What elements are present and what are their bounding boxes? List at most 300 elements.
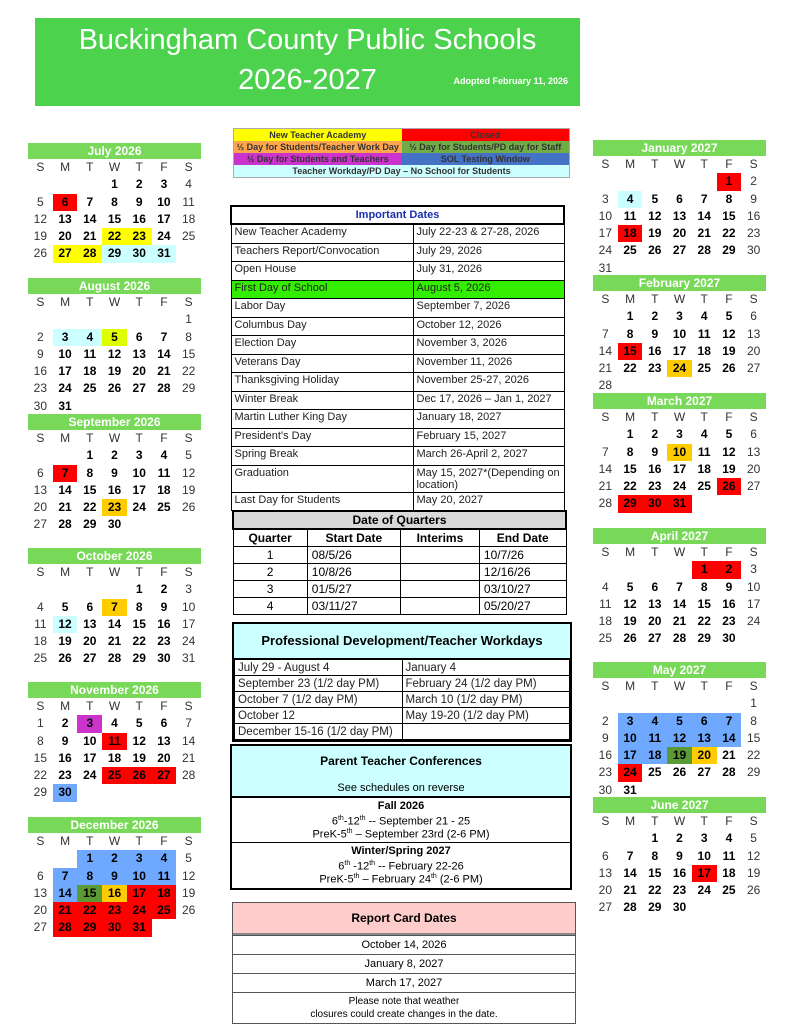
calendar-day: 11	[642, 730, 667, 747]
weather-note-line: closures could create changes in the date.	[310, 1009, 498, 1020]
weekday-label: F	[160, 565, 168, 579]
calendar-day: 16	[157, 616, 171, 631]
calendar-day: 19	[648, 226, 662, 241]
calendar-day: 25	[648, 765, 662, 780]
calendar-day: 19	[667, 747, 692, 764]
calendar-day: 25	[152, 902, 177, 919]
calendar-day: 31	[58, 398, 72, 413]
pd-title: Professional Development/Teacher Workdays	[234, 624, 570, 659]
calendar-day: 9	[676, 848, 683, 863]
month-grid	[28, 833, 201, 937]
calendar-day: 6	[692, 713, 717, 730]
calendar-day: 7	[676, 579, 683, 594]
calendar-day: 20	[746, 461, 761, 476]
weekday-label: F	[160, 431, 168, 445]
calendar-day: 19	[623, 614, 637, 629]
empty-cell	[642, 561, 667, 578]
calendar-day: 14	[157, 346, 171, 361]
event-name: Open House	[231, 262, 413, 281]
calendar-day: 17	[692, 865, 717, 882]
weekday-label: W	[673, 157, 686, 171]
calendar-day: 9	[725, 579, 733, 594]
empty-cell	[127, 311, 152, 328]
event-name: Teachers Report/Convocation	[231, 243, 413, 262]
calendar-day: 20	[598, 883, 613, 898]
weekday-label: T	[135, 295, 143, 309]
empty-cell	[667, 173, 692, 190]
parent-teacher-conferences	[230, 744, 572, 890]
calendar-day: 26	[181, 500, 196, 515]
quarter-row	[233, 581, 566, 598]
empty-cell	[102, 581, 127, 598]
calendar-day: 14	[623, 865, 637, 880]
legend-item: New Teacher Academy	[234, 129, 402, 141]
calendar-day: 10	[58, 346, 72, 361]
calendar-day: 3	[676, 427, 683, 442]
calendar-day: 17	[746, 596, 761, 611]
calendar-day: 23	[127, 228, 152, 245]
month-calendar	[28, 682, 201, 802]
weekday-label: M	[625, 814, 636, 828]
calendar-day: 30	[746, 243, 761, 258]
calendar-day: 1	[185, 312, 192, 327]
weekday-label: T	[700, 814, 708, 828]
empty-cell	[53, 581, 78, 598]
month-calendar	[593, 528, 766, 648]
calendar-day: 30	[642, 495, 667, 512]
calendar-day: 21	[181, 750, 196, 765]
pd-date: February 24 (1/2 day PM)	[402, 676, 570, 692]
weekday-label: T	[700, 545, 708, 559]
weekday-label: M	[625, 679, 636, 693]
calendar-day: 4	[700, 309, 708, 324]
calendar-day: 13	[83, 616, 97, 631]
calendar-day: 1	[86, 448, 94, 463]
calendar-day: 3	[160, 177, 168, 192]
weekday-label: W	[673, 545, 686, 559]
weekday-label: T	[135, 565, 143, 579]
calendar-day: 31	[152, 245, 177, 262]
quarter-number: 4	[233, 598, 307, 615]
calendar-day: 14	[697, 208, 711, 223]
month-grid	[593, 409, 766, 513]
calendar-day: 1	[692, 561, 717, 578]
empty-cell	[717, 695, 742, 712]
important-date-row	[231, 280, 564, 299]
weekday-label: W	[673, 292, 686, 306]
calendar-day: 7	[102, 599, 127, 616]
calendar-day: 13	[157, 733, 171, 748]
calendar-day: 7	[185, 716, 192, 731]
calendar-day: 22	[181, 364, 196, 379]
weekday-label: T	[700, 157, 708, 171]
month-title: May 2027	[593, 662, 766, 678]
calendar-day: 1	[135, 582, 143, 597]
weekday-label: S	[601, 545, 610, 559]
empty-cell	[593, 830, 618, 847]
calendar-day: 25	[697, 479, 711, 494]
calendar-day: 8	[626, 444, 634, 459]
calendar-day: 23	[672, 883, 687, 898]
calendar-day: 15	[132, 616, 146, 631]
quarters-table	[232, 510, 567, 615]
calendar-day: 15	[107, 211, 122, 226]
calendar-day: 24	[672, 479, 687, 494]
weather-note-line: Please note that weather	[348, 996, 460, 1007]
weekday-label: S	[601, 410, 610, 424]
calendar-day: 9	[111, 465, 118, 480]
event-date: November 3, 2026	[413, 336, 564, 355]
weekday-label: W	[108, 699, 121, 713]
calendar-day: 17	[672, 343, 687, 358]
calendar-day: 21	[697, 226, 711, 241]
weekday-label: S	[184, 160, 193, 174]
weekday-label: W	[673, 679, 686, 693]
weekday-label: S	[184, 431, 193, 445]
calendar-day: 18	[697, 461, 711, 476]
calendar-day: 27	[746, 479, 761, 494]
calendar-day: 25	[623, 243, 637, 258]
calendar-day: 11	[697, 444, 711, 459]
weekday-label: T	[86, 699, 94, 713]
calendar-day: 15	[746, 730, 761, 745]
event-date: November 25-27, 2026	[413, 373, 564, 392]
calendar-day: 19	[746, 865, 761, 880]
quarter-row	[233, 564, 566, 581]
empty-cell	[593, 173, 618, 190]
calendar-day: 19	[132, 750, 146, 765]
calendar-day: 2	[676, 831, 683, 846]
calendar-day: 18	[33, 634, 48, 649]
weekday-label: S	[749, 814, 758, 828]
month-title: November 2026	[28, 682, 201, 698]
calendar-day: 25	[181, 229, 196, 244]
ptc-section-title: Winter/Spring 2027	[351, 845, 451, 858]
calendar-day: 9	[160, 599, 168, 614]
pd-date: March 10 (1/2 day PM)	[402, 692, 570, 708]
calendar-day: 26	[107, 381, 122, 396]
empty-cell	[667, 561, 692, 578]
quarters-title: Date of Quarters	[233, 511, 566, 529]
calendar-day: 25	[598, 631, 613, 646]
calendar-day: 14	[107, 616, 122, 631]
calendar-day: 20	[33, 500, 48, 515]
ptc-section-title: Fall 2026	[377, 800, 425, 812]
calendar-day: 7	[53, 465, 78, 482]
weekday-label: T	[651, 157, 659, 171]
calendar-day: 6	[651, 579, 659, 594]
calendar-day: 6	[160, 716, 168, 731]
col-interims: Interims	[400, 529, 479, 547]
calendar-day: 11	[157, 465, 171, 480]
calendar-day: 26	[127, 767, 152, 784]
calendar-day: 10	[132, 465, 146, 480]
event-date: February 15, 2027	[413, 428, 564, 447]
event-date: July 29, 2026	[413, 243, 564, 262]
weekday-label: M	[625, 157, 636, 171]
month-title: February 2027	[593, 275, 766, 291]
calendar-day: 20	[132, 364, 146, 379]
calendar-day: 1	[626, 427, 634, 442]
calendar-day: 25	[102, 767, 127, 784]
event-name: Spring Break	[231, 447, 413, 466]
calendar-day: 18	[107, 750, 122, 765]
important-date-row	[231, 262, 564, 281]
calendar-day: 8	[77, 868, 102, 885]
calendar-day: 27	[672, 243, 687, 258]
ptc-line	[232, 873, 570, 886]
weekday-label: F	[160, 160, 168, 174]
calendar-day: 26	[648, 243, 662, 258]
calendar-day: 21	[598, 361, 613, 376]
quarter-start: 08/5/26	[307, 547, 400, 564]
calendar-day: 2	[717, 561, 742, 578]
empty-cell	[642, 695, 667, 712]
calendar-day: 19	[181, 482, 196, 497]
quarter-end: 10/7/26	[479, 547, 566, 564]
calendar-day: 12	[132, 733, 146, 748]
calendar-day: 20	[692, 747, 717, 764]
event-name: Labor Day	[231, 299, 413, 318]
calendar-day: 27	[53, 245, 78, 262]
month-grid	[28, 159, 201, 263]
calendar-day: 14	[717, 730, 742, 747]
calendar-day: 3	[53, 329, 78, 346]
calendar-day: 8	[651, 848, 659, 863]
weekday-label: T	[86, 565, 94, 579]
calendar-day: 1	[750, 696, 757, 711]
quarter-number: 2	[233, 564, 307, 581]
event-name: Winter Break	[231, 391, 413, 410]
month-title: December 2026	[28, 817, 201, 833]
calendar-day: 4	[77, 329, 102, 346]
calendar-day: 4	[602, 579, 609, 594]
month-calendar	[28, 414, 201, 534]
ptc-section	[232, 797, 570, 842]
month-calendar	[28, 143, 201, 263]
calendar-day: 30	[598, 782, 613, 797]
calendar-day: 12	[667, 730, 692, 747]
calendar-day: 18	[152, 885, 177, 902]
calendar-day: 27	[598, 900, 613, 915]
calendar-day: 9	[61, 733, 69, 748]
superscript: th	[344, 860, 351, 868]
important-date-row	[231, 354, 564, 373]
weekday-label: T	[651, 814, 659, 828]
weekday-label: S	[601, 679, 610, 693]
weekday-label: S	[749, 410, 758, 424]
weekday-label: S	[749, 679, 758, 693]
superscript: th	[369, 860, 376, 868]
calendar-day: 10	[157, 194, 171, 209]
event-name: Thanksgiving Holiday	[231, 373, 413, 392]
empty-cell	[618, 173, 643, 190]
calendar-day: 5	[185, 448, 192, 463]
event-date: May 20, 2027	[413, 492, 564, 511]
ptc-text: PreK-5	[312, 828, 347, 841]
month-grid	[593, 813, 766, 917]
event-date: March 26-April 2, 2027	[413, 447, 564, 466]
calendar-day: 22	[722, 226, 736, 241]
calendar-day: 29	[77, 919, 102, 936]
calendar-day: 1	[37, 716, 44, 731]
calendar-day: 3	[185, 582, 192, 597]
calendar-day: 30	[53, 784, 78, 801]
report-card-date: January 8, 2027	[233, 954, 575, 973]
calendar-day: 4	[152, 850, 177, 867]
calendar-day: 12	[181, 868, 196, 883]
weekday-label: F	[160, 834, 168, 848]
calendar-day: 4	[725, 831, 733, 846]
event-date: Dec 17, 2026 – Jan 1, 2027	[413, 391, 564, 410]
calendar-day: 31	[181, 651, 196, 666]
calendar-day: 11	[599, 596, 612, 611]
weekday-label: M	[60, 295, 71, 309]
calendar-day: 12	[722, 444, 736, 459]
calendar-day: 24	[746, 614, 761, 629]
calendar-day: 6	[750, 427, 757, 442]
calendar-day: 27	[697, 765, 711, 780]
calendar-day: 1	[717, 173, 742, 190]
calendar-day: 3	[135, 448, 143, 463]
calendar-day: 13	[58, 211, 72, 226]
calendar-day: 22	[102, 228, 127, 245]
calendar-day: 8	[111, 194, 118, 209]
calendar-day: 28	[672, 631, 687, 646]
calendar-day: 24	[667, 360, 692, 377]
col-end-date: End Date	[479, 529, 566, 547]
month-title: January 2027	[593, 140, 766, 156]
calendar-day: 30	[672, 900, 687, 915]
weekday-label: S	[184, 295, 193, 309]
calendar-day: 12	[623, 596, 637, 611]
calendar-day: 13	[746, 444, 761, 459]
calendar-day: 4	[642, 713, 667, 730]
calendar-day: 18	[181, 211, 196, 226]
calendar-day: 29	[33, 785, 48, 800]
event-date: October 12, 2026	[413, 317, 564, 336]
calendar-day: 5	[725, 427, 733, 442]
calendar-day: 18	[83, 364, 97, 379]
event-name: Veterans Day	[231, 354, 413, 373]
calendar-day: 7	[602, 444, 609, 459]
calendar-day: 20	[672, 226, 687, 241]
weekday-label: T	[651, 679, 659, 693]
month-calendar	[593, 662, 766, 799]
calendar-day: 2	[111, 448, 118, 463]
calendar-day: 26	[672, 765, 687, 780]
legend-item: ½ Day for Students/PD day for Staff	[402, 141, 570, 153]
calendar-day: 3	[618, 713, 643, 730]
calendar-day: 24	[618, 764, 643, 781]
calendar-day: 13	[672, 208, 687, 223]
pd-date: December 15-16 (1/2 day PM)	[235, 724, 403, 740]
calendar-day: 25	[697, 361, 711, 376]
event-name: New Teacher Academy	[231, 224, 413, 243]
quarter-end: 05/20/27	[479, 598, 566, 615]
calendar-day: 28	[53, 919, 78, 936]
calendar-day: 28	[697, 243, 711, 258]
calendar-day: 18	[722, 865, 736, 880]
calendar-day: 8	[185, 329, 192, 344]
empty-cell	[618, 561, 643, 578]
quarter-number: 1	[233, 547, 307, 564]
calendar-day: 28	[598, 378, 613, 393]
empty-cell	[28, 176, 53, 193]
calendar-day: 3	[676, 309, 683, 324]
ptc-text: -- February 22-26	[375, 860, 464, 873]
important-date-row	[231, 428, 564, 447]
month-grid	[28, 430, 201, 534]
important-date-row	[231, 391, 564, 410]
calendar-day: 1	[651, 831, 659, 846]
calendar-day: 12	[746, 848, 761, 863]
calendar-day: 21	[672, 614, 687, 629]
quarter-interim	[400, 581, 479, 598]
weekday-label: F	[160, 699, 168, 713]
calendar-day: 5	[37, 194, 44, 209]
superscript: th	[353, 872, 360, 880]
calendar-day: 22	[623, 479, 637, 494]
calendar-day: 2	[135, 177, 143, 192]
ptc-text: -- September 21 - 25	[365, 815, 471, 828]
calendar-day: 16	[746, 208, 761, 223]
weekday-label: M	[625, 545, 636, 559]
calendar-day: 14	[598, 461, 613, 476]
calendar-day: 11	[83, 346, 97, 361]
calendar-day: 17	[157, 211, 171, 226]
pd-date	[402, 724, 570, 740]
empty-cell	[53, 850, 78, 867]
calendar-day: 29	[722, 243, 736, 258]
quarter-start: 03/11/27	[307, 598, 400, 615]
empty-cell	[593, 561, 618, 578]
weekday-label: S	[749, 157, 758, 171]
quarter-row	[233, 547, 566, 564]
pd-workdays-box	[232, 622, 572, 742]
weekday-label: T	[135, 834, 143, 848]
calendar-day: 21	[598, 479, 613, 494]
calendar-day: 9	[651, 326, 659, 341]
pd-date: October 12	[235, 708, 403, 724]
calendar-day: 24	[132, 500, 146, 515]
empty-cell	[692, 173, 717, 190]
weekday-label: T	[86, 834, 94, 848]
month-title: April 2027	[593, 528, 766, 544]
calendar-day: 19	[58, 634, 72, 649]
quarter-interim	[400, 598, 479, 615]
ptc-line	[232, 860, 570, 873]
weekday-label: M	[60, 834, 71, 848]
empty-cell	[618, 695, 643, 712]
calendar-day: 2	[61, 716, 69, 731]
weekday-label: M	[60, 699, 71, 713]
calendar-day: 12	[107, 346, 122, 361]
calendar-day: 22	[623, 361, 637, 376]
calendar-day: 22	[648, 883, 662, 898]
calendar-day: 20	[33, 903, 48, 918]
month-title: July 2026	[28, 143, 201, 159]
calendar-day: 30	[107, 517, 122, 532]
event-date: September 7, 2026	[413, 299, 564, 318]
calendar-day: 1	[111, 177, 118, 192]
calendar-day: 10	[667, 444, 692, 461]
calendar-day: 28	[107, 651, 122, 666]
adopted-date: Adopted February 11, 2026	[453, 76, 568, 86]
calendar-day: 10	[181, 599, 196, 614]
quarter-row	[233, 598, 566, 615]
event-name: Martin Luther King Day	[231, 410, 413, 429]
